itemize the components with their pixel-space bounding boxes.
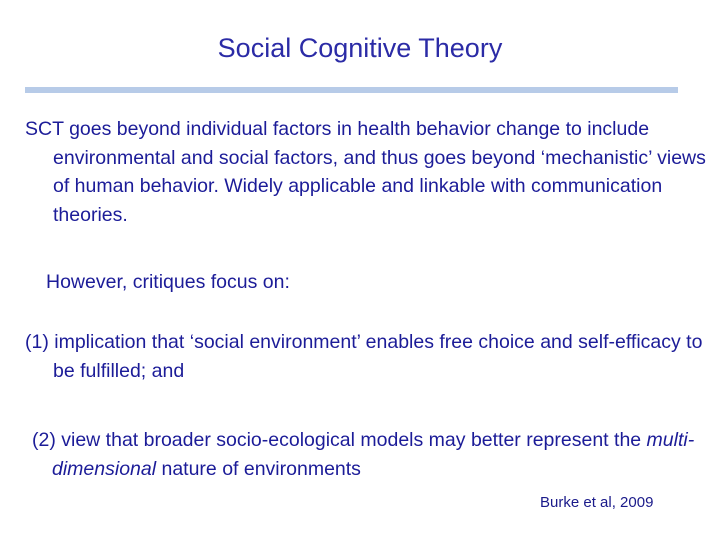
critique-2-emphasis: multi-dimensional	[52, 429, 695, 480]
paragraph-critique-1: (1) implication that ‘social environment’ enables free choice and self-efficacy to be fulfilled; and	[25, 331, 703, 382]
citation: Burke et al, 2009	[540, 494, 654, 511]
critique-2-text-start: (2) view that broader socio-ecological models may better represent the	[32, 429, 647, 451]
title-divider	[25, 87, 678, 93]
slide-title: Social Cognitive Theory	[217, 33, 503, 63]
paragraph-critique-2	[32, 426, 712, 483]
paragraph-sct-overview: SCT goes beyond individual factors in health behavior change to include environmental and social factors, and thus goes beyond ‘mechanistic’ views of human behavior. Widely applicable and linkable with communication theories.	[25, 118, 706, 226]
paragraph-critiques-intro: However, critiques focus on:	[46, 271, 290, 293]
critique-2-text-end: nature of environments	[156, 457, 361, 480]
